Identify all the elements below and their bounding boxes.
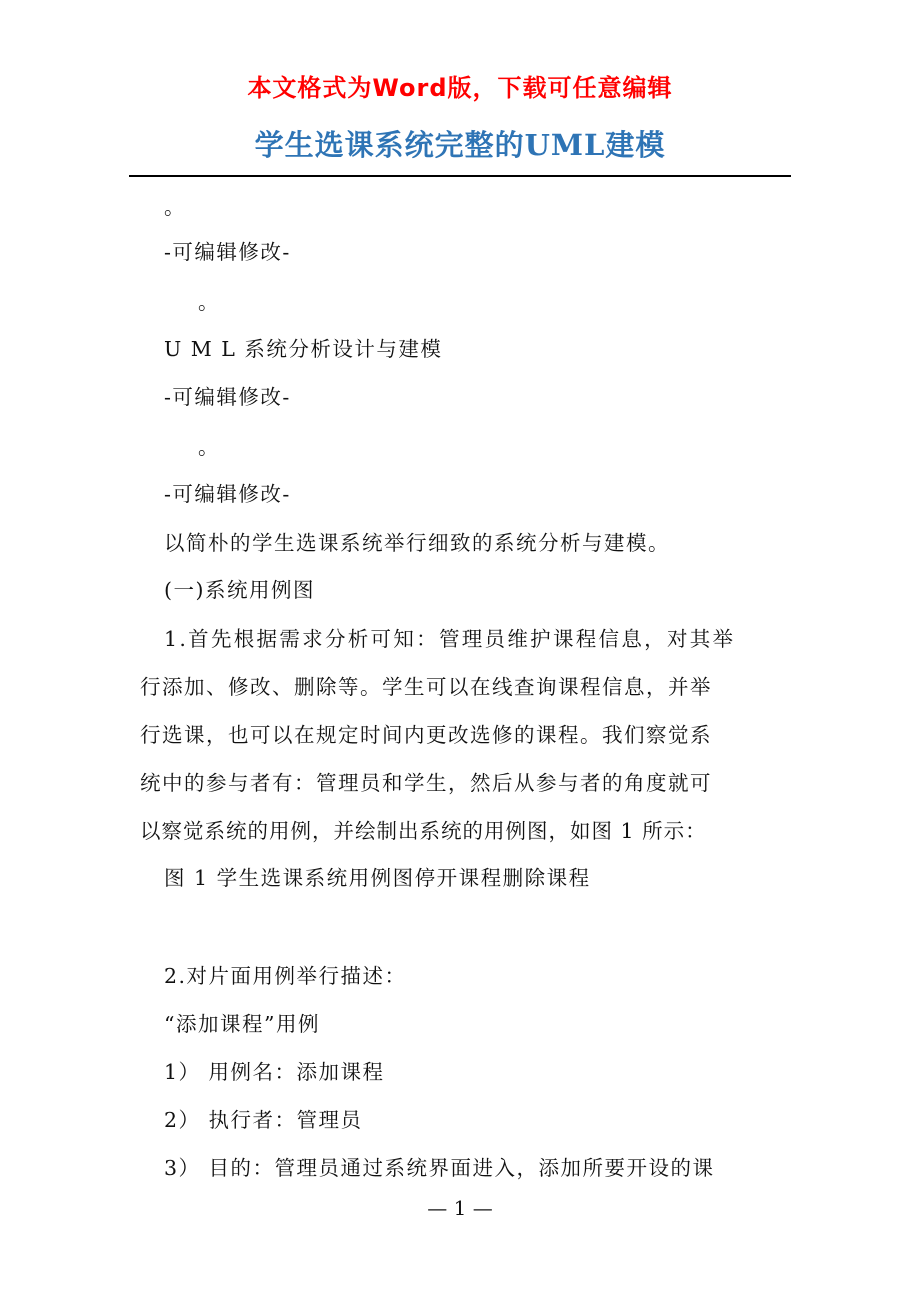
body-line: 以简朴的学生选课系统举行细致的系统分析与建模。: [164, 531, 670, 555]
body-line: 。: [198, 290, 220, 314]
document-title: 学生选课系统完整的UML建模: [254, 128, 666, 162]
list-item: 3） 目的：管理员通过系统界面进入，添加所要开设的课: [164, 1156, 715, 1180]
body-line: 以察觉系统的用例，并绘制出系统的用例图，如图 1 所示：: [140, 819, 707, 843]
body-line: -可编辑修改-: [164, 385, 291, 409]
body-line: U M L 系统分析设计与建模: [164, 337, 443, 361]
section-heading: (一)系统用例图: [164, 578, 315, 602]
list-item: 2） 执行者：管理员: [164, 1108, 363, 1132]
body-line: 行选课，也可以在规定时间内更改选修的课程。我们察觉系: [140, 723, 712, 747]
body-line: 统中的参与者有：管理员和学生，然后从参与者的角度就可: [140, 771, 712, 795]
page-number: — 1 —: [427, 1196, 493, 1220]
format-banner: 本文格式为Word版，下载可任意编辑: [247, 74, 673, 102]
body-line: -可编辑修改-: [164, 240, 291, 264]
body-line: -可编辑修改-: [164, 482, 291, 506]
figure-caption: 图 1 学生选课系统用例图停开课程删除课程: [164, 866, 591, 890]
header-divider: [129, 175, 791, 177]
body-line: 1.首先根据需求分析可知：管理员维护课程信息，对其举: [164, 627, 736, 651]
body-line: 2.对片面用例举行描述：: [164, 964, 407, 988]
body-line: “添加课程”用例: [164, 1012, 320, 1036]
list-item: 1） 用例名：添加课程: [164, 1060, 385, 1084]
body-line: 。: [164, 195, 186, 219]
body-line: 行添加、修改、删除等。学生可以在线查询课程信息，并举: [140, 675, 712, 699]
body-line: 。: [198, 435, 220, 459]
